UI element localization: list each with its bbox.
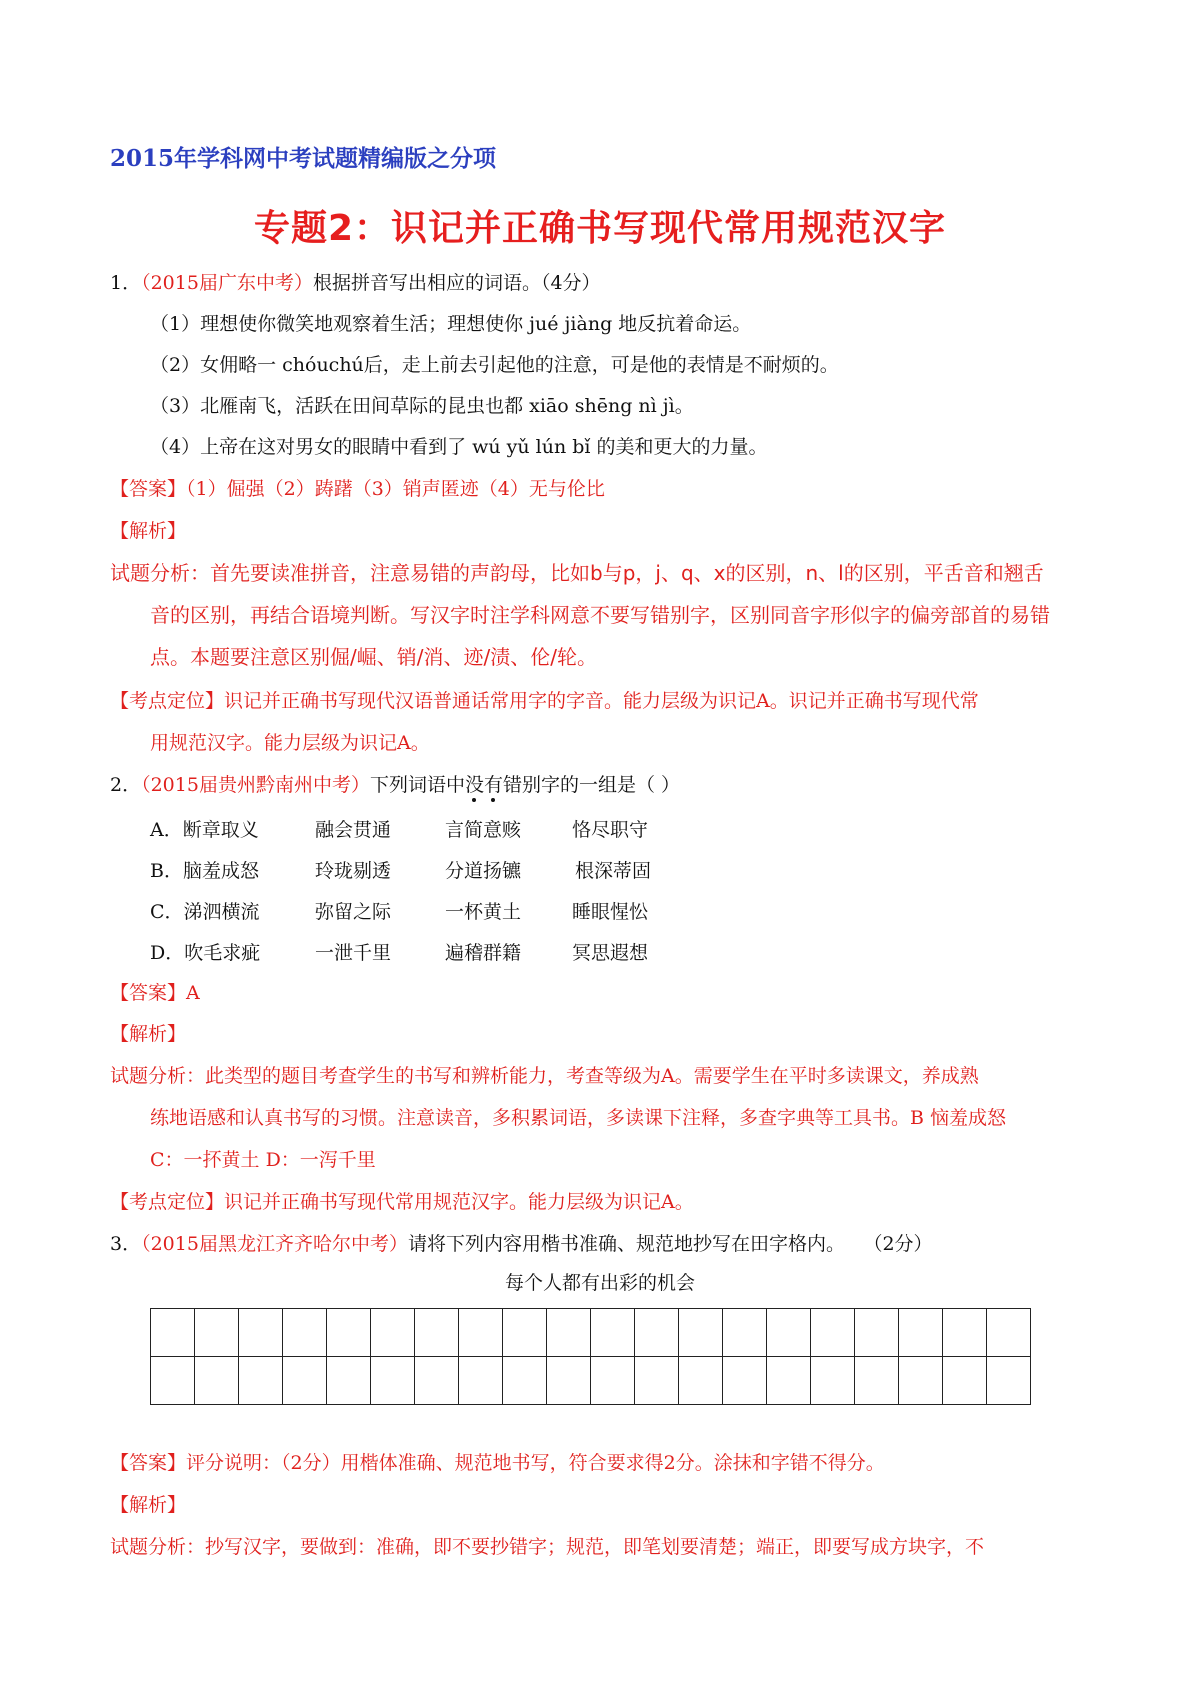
grid-cell [503,1357,547,1405]
grid-cell [283,1309,327,1357]
q1-item-4: （4）上帝在这对男女的眼睛中看到了 wú yǔ lún bǐ 的美和更大的力量。 [150,436,768,458]
q1-analysis-line-1: 试题分析：首先要读准拼音，注意易错的声韵母，比如b与p，j、q、x的区别，n、l的区别，平舌音和翘舌 [110,561,1044,585]
q1-source: （2015届广东中考） [141,272,313,294]
q3-answer [110,1450,885,1476]
q2-keypoint-text: 识记并正确书写现代常用规范汉字。能力层级为识记A。 [224,1191,694,1213]
grid-cell [723,1309,767,1357]
grid-cell [283,1357,327,1405]
q2-option-b-4: 根深蒂固 [575,860,652,882]
grid-cell [415,1309,459,1357]
q1-keypoint [110,688,979,714]
q1-keypoint-line-1: 识记并正确书写现代汉语普通话常用字的字音。能力层级为识记A。识记并正确书写现代常 [224,690,979,712]
q2-prompt-b: 错别字的一组是（ ） [503,774,681,796]
grid-cell [547,1309,591,1357]
q2-answer-label: 【答案】 [110,982,187,1004]
q1-answer [110,476,605,502]
tianzige-grid [150,1308,1031,1405]
grid-cell [767,1357,811,1405]
grid-cell [239,1309,283,1357]
grid-cell [415,1357,459,1405]
grid-cell [811,1309,855,1357]
grid-cell [767,1309,811,1357]
grid-cell [679,1357,723,1405]
q3-analysis-line-1: 试题分析：抄写汉字，要做到：准确，即不要抄错字；规范，即笔划要清楚；端正，即要写成方块字，不 [110,1536,985,1558]
q2-option-c-1: C．涕泗横流 [150,901,260,923]
q2-analysis-line-1: 试题分析：此类型的题目考查学生的书写和辨析能力，考查等级为A。需要学生在平时多读课文，养成熟 [110,1065,979,1087]
q2-option-b-3: 分道扬镳 [445,860,522,882]
q2-option-a-4: 恪尽职守 [572,819,649,841]
grid-cell [547,1357,591,1405]
grid-cell [327,1357,371,1405]
q2-option-c-2: 弥留之际 [315,901,392,923]
q2-stem [110,772,680,798]
grid-cell [151,1309,195,1357]
grid-cell [723,1357,767,1405]
q1-number: 1． [110,272,142,294]
grid-cell [459,1309,503,1357]
q1-keypoint-line-2: 用规范汉字。能力层级为识记A。 [150,732,430,754]
q2-analysis-line-2: 练地语感和认真书写的习惯。注意读音，多积累词语，多读课下注释，多查字典等工具书。B 恼羞成怒 [150,1107,1007,1129]
q1-item-2: （2）女佣略一 chóuchú后，走上前去引起他的注意，可是他的表情是不耐烦的。 [150,354,839,376]
q1-analysis-label: 【解析】 [110,520,187,542]
q2-answer [110,980,200,1006]
q2-option-d-4: 冥思遐想 [572,942,649,964]
q2-option-d-2: 一泄千里 [315,942,392,964]
grid-cell [195,1357,239,1405]
q1-analysis-line-2: 音的区别，再结合语境判断。写汉字时注学科网意不要写错别字，区别同音字形似字的偏旁部首的易错 [150,603,1050,627]
q1-prompt: 根据拼音写出相应的词语。（4分） [312,272,601,294]
q2-analysis-label: 【解析】 [110,1023,187,1045]
q1-answer-label: 【答案】 [110,478,187,500]
q2-dotted-char-2: 有 [483,774,503,796]
q3-answer-text: 评分说明：（2分）用楷体准确、规范地书写，符合要求得2分。涂抹和字错不得分。 [186,1452,885,1474]
q3-phrase: 每个人都有出彩的机会 [504,1272,695,1294]
q2-number: 2． [110,774,142,796]
grid-cell [151,1357,195,1405]
q1-item-1: （1）理想使你微笑地观察着生活；理想使你 jué jiàng 地反抗着命运。 [150,313,752,335]
grid-cell [855,1357,899,1405]
q2-option-b-1: B．脑羞成怒 [150,860,259,882]
grid-cell [635,1357,679,1405]
q3-analysis-label: 【解析】 [110,1494,187,1516]
grid-cell [327,1309,371,1357]
topic-title: 专题2：识记并正确书写现代常用规范汉字 [253,208,947,249]
q2-source: （2015届贵州黔南州中考） [141,774,370,796]
q2-option-c-3: 一杯黄土 [445,901,522,923]
q2-option-b-2: 玲珑剔透 [315,860,392,882]
q3-prompt: 请将下列内容用楷书准确、规范地抄写在田字格内。 [407,1233,845,1255]
grid-cell [811,1357,855,1405]
grid-cell [943,1309,987,1357]
q2-option-d-1: D．吹毛求疵 [150,942,261,964]
q1-keypoint-label: 【考点定位】 [110,690,225,712]
q2-dotted-char-1: 没 [464,774,484,796]
q2-option-a-3: 言简意赅 [445,819,522,841]
q1-analysis-line-3: 点。本题要注意区别倔/崛、销/消、迹/渍、伦/轮。 [150,645,597,669]
q2-keypoint [110,1189,694,1215]
q2-keypoint-label: 【考点定位】 [110,1191,225,1213]
grid-cell [371,1309,415,1357]
q3-score: （2分） [872,1233,933,1255]
q1-item-3: （3）北雁南飞，活跃在田间草际的昆虫也都 xiāo shēng nì jì。 [150,395,694,417]
q2-option-a-2: 融会贯通 [315,819,392,841]
grid-cell [591,1309,635,1357]
grid-cell [503,1309,547,1357]
header-title: 2015年学科网中考试题精编版之分项 [110,145,497,172]
q2-prompt-a: 下列词语中 [369,774,465,796]
q2-option-c-4: 睡眼惺忪 [572,901,649,923]
grid-cell [855,1309,899,1357]
grid-cell [371,1357,415,1405]
grid-cell [943,1357,987,1405]
q3-source: （2015届黑龙江齐齐哈尔中考） [141,1233,408,1255]
grid-cell [679,1309,723,1357]
q1-answer-text: （1）倔强（2）踌躇（3）销声匿迹（4）无与伦比 [186,478,605,500]
grid-cell [987,1309,1031,1357]
q3-answer-label: 【答案】 [110,1452,187,1474]
grid-cell [591,1357,635,1405]
grid-cell [459,1357,503,1405]
grid-cell [987,1357,1031,1405]
q2-analysis-line-3: C：一抔黄土 D：一泻千里 [150,1149,376,1171]
q2-option-d-3: 遍稽群籍 [445,942,522,964]
grid-cell [635,1309,679,1357]
grid-cell [899,1309,943,1357]
q3-stem [110,1231,933,1257]
grid-cell [239,1357,283,1405]
q2-option-a-1: A．断章取义 [150,819,259,841]
q3-number: 3． [110,1233,142,1255]
q2-answer-text: A [186,982,200,1004]
grid-cell [195,1309,239,1357]
q1-stem [110,270,601,296]
grid-cell [899,1357,943,1405]
